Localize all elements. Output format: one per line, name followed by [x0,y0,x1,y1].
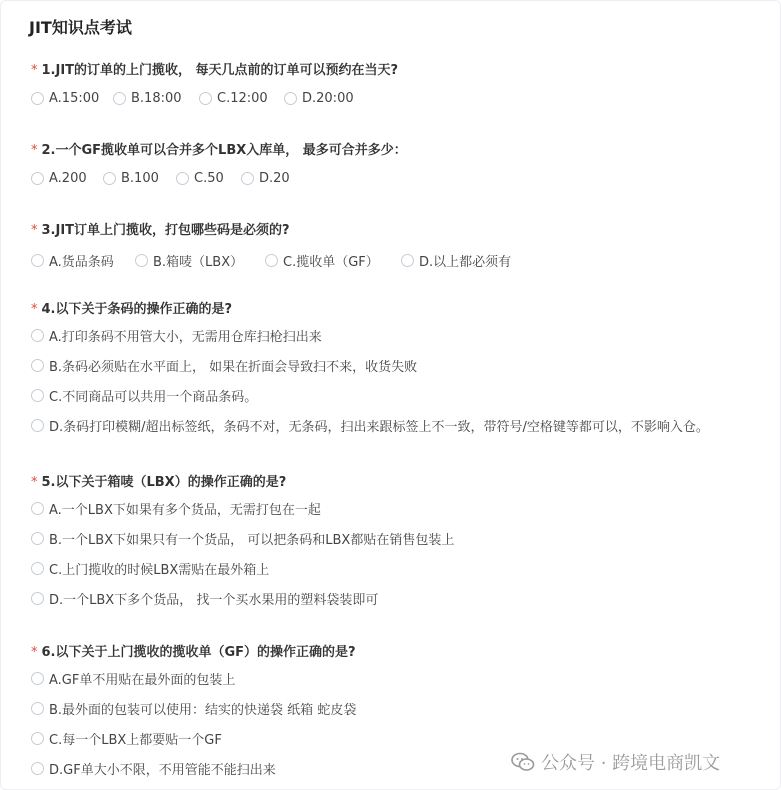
radio-icon[interactable] [31,562,44,575]
option-label: D.条码打印模糊/超出标签纸，条码不对，无条码，扫出来跟标签上不一致，带符号/空格键等都可以，不影响入仓。 [49,420,709,435]
radio-icon[interactable] [31,389,44,402]
question-title [31,219,290,238]
option-label: B.一个LBX下如果只有一个货品， 可以把条码和LBX都贴在销售包装上 [49,533,455,548]
option-a[interactable] [31,251,114,270]
radio-icon[interactable] [31,254,44,267]
option-a[interactable] [31,499,321,518]
option-label: C.12:00 [217,91,268,106]
radio-icon[interactable] [135,254,148,267]
option-c[interactable] [199,91,268,106]
option-d[interactable] [401,251,511,270]
option-label: C.50 [194,171,224,186]
option-label: D.GF单大小不限，不用管能不能扫出来 [49,763,276,778]
option-label: C.揽收单（GF） [283,255,379,270]
radio-icon[interactable] [284,92,297,105]
option-label: B.箱唛（LBX） [153,255,244,270]
option-b[interactable] [113,91,182,106]
option-b[interactable] [135,251,243,270]
option-d[interactable] [31,759,276,778]
radio-icon[interactable] [401,254,414,267]
wechat-icon [511,751,535,773]
option-label: D.20 [259,171,290,186]
radio-icon[interactable] [241,172,254,185]
radio-icon[interactable] [113,92,126,105]
option-label: B.最外面的包装可以使用：结实的快递袋 纸箱 蛇皮袋 [49,703,357,718]
option-label: A.200 [49,171,87,186]
option-b[interactable] [31,699,356,718]
option-c[interactable] [176,171,224,186]
option-d[interactable] [31,416,709,435]
radio-icon[interactable] [199,92,212,105]
option-label: D.一个LBX下多个货品， 找一个买水果用的塑料袋装即可 [49,593,379,608]
radio-icon[interactable] [176,172,189,185]
radio-icon[interactable] [31,592,44,605]
option-label: D.以上都必须有 [419,255,512,270]
option-label: C.上门揽收的时候LBX需贴在最外箱上 [49,563,270,578]
option-label: D.20:00 [302,91,354,106]
question-title [31,641,356,660]
radio-icon[interactable] [103,172,116,185]
option-label: C.每一个LBX上都要贴一个GF [49,733,222,748]
option-b[interactable] [103,171,159,186]
question-title [31,298,232,317]
option-label: B.18:00 [131,91,182,106]
option-a[interactable] [31,171,87,186]
required-star: * [31,143,38,158]
option-c[interactable] [31,386,257,405]
question-title [31,139,407,158]
watermark [511,749,720,775]
option-d[interactable] [31,589,378,608]
option-d[interactable] [241,171,290,186]
option-b[interactable] [31,356,417,375]
required-star: * [31,223,38,238]
question-label: 5.以下关于箱唛（LBX）的操作正确的是? [41,475,287,490]
radio-icon[interactable] [31,329,44,342]
option-b[interactable] [31,529,454,548]
page-title: JIT知识点考试 [29,18,132,37]
question-title [31,471,286,490]
option-c[interactable] [31,559,269,578]
radio-icon[interactable] [31,732,44,745]
option-c[interactable] [31,729,222,748]
question-label: 4.以下关于条码的操作正确的是? [41,302,233,317]
option-a[interactable] [31,91,99,106]
watermark-text: 公众号 · 跨境电商凯文 [541,753,721,774]
required-star: * [31,475,38,490]
radio-icon[interactable] [31,702,44,715]
radio-icon[interactable] [31,172,44,185]
required-star: * [31,302,38,317]
option-label: B.条码必须贴在水平面上， 如果在折面会导致扫不来，收货失败 [49,360,418,375]
required-star: * [31,63,38,78]
option-label: A.打印条码不用管大小，无需用仓库扫枪扫出来 [49,330,322,345]
option-label: A.GF单不用贴在最外面的包装上 [49,673,236,688]
required-star: * [31,645,38,660]
option-label: A.15:00 [49,91,100,106]
question-label: 2.一个GF揽收单可以合并多个LBX入库单， 最多可合并多少： [41,143,407,158]
option-a[interactable] [31,669,235,688]
option-label: B.100 [121,171,159,186]
question-label: 6.以下关于上门揽收的揽收单（GF）的操作正确的是? [41,645,356,660]
option-d[interactable] [284,91,354,106]
option-label: A.货品条码 [49,255,114,270]
option-label: C.不同商品可以共用一个商品条码。 [49,390,258,405]
question-label: 3.JIT订单上门揽收，打包哪些码是必须的? [41,223,290,238]
radio-icon[interactable] [31,672,44,685]
radio-icon[interactable] [31,762,44,775]
radio-icon[interactable] [265,254,278,267]
option-label: A.一个LBX下如果有多个货品，无需打包在一起 [49,503,321,518]
radio-icon[interactable] [31,359,44,372]
radio-icon[interactable] [31,502,44,515]
option-a[interactable] [31,326,322,345]
option-c[interactable] [265,251,379,270]
radio-icon[interactable] [31,92,44,105]
radio-icon[interactable] [31,532,44,545]
radio-icon[interactable] [31,419,44,432]
question-label: 1.JIT的订单的上门揽收， 每天几点前的订单可以预约在当天? [41,63,399,78]
question-title [31,59,398,78]
